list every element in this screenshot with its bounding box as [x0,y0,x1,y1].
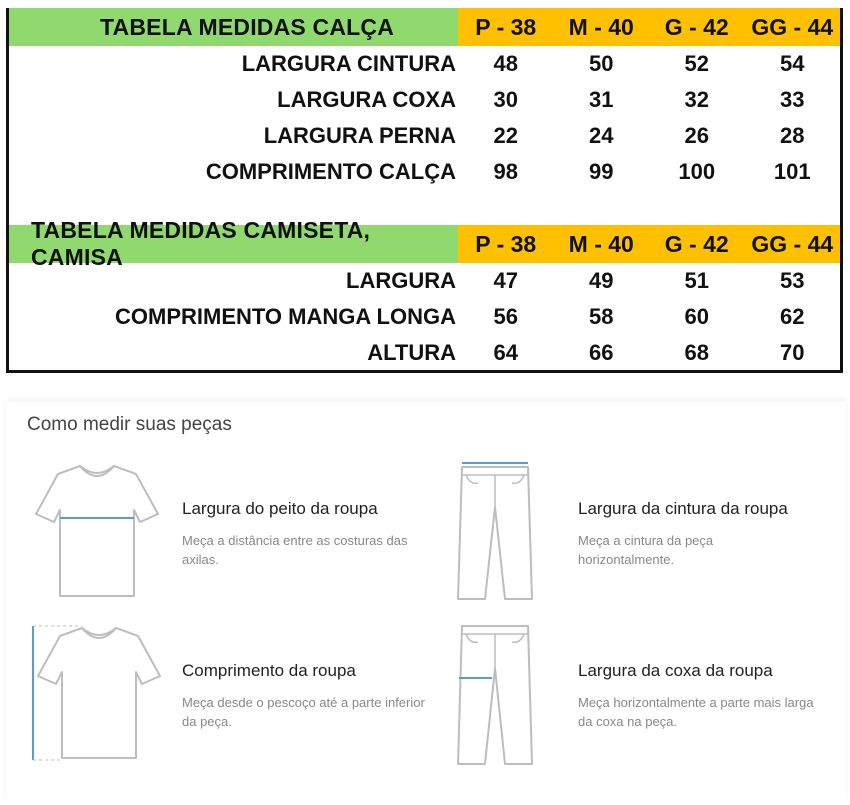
table-row [9,154,840,190]
measure-item-title: Largura da coxa da roupa [578,661,773,680]
size-table [6,8,843,373]
pants-waist-icon [450,457,540,605]
shirt-table-header [9,217,840,270]
table-row [9,335,840,371]
size-header: M - 40 [554,8,650,46]
measure-item-desc: Meça horizontalmente a parte mais larga da coxa na peça. [578,695,814,729]
size-header: GG - 44 [745,225,841,263]
cell-value: 53 [780,268,805,293]
size-header: P - 38 [458,8,554,46]
size-header: G - 42 [649,8,745,46]
measure-item-title: Largura do peito da roupa [182,499,378,518]
cell-value: 31 [589,87,614,112]
cell-value: 60 [684,304,709,329]
pants-table-header [9,8,840,46]
shirt-table-title: TABELA MEDIDAS CAMISETA, CAMISA [9,225,458,263]
measure-item-title: Largura da cintura da roupa [578,499,788,518]
row-label: LARGURA CINTURA [241,51,456,76]
table-row [9,46,840,82]
row-label: ALTURA [367,340,456,365]
cell-value: 24 [589,123,614,148]
cell-value: 22 [493,123,518,148]
cell-value: 68 [684,340,709,365]
table-row [9,118,840,154]
cell-value: 56 [493,304,518,329]
table-row [9,82,840,118]
pants-thigh-icon [450,622,540,770]
cell-value: 30 [493,87,518,112]
cell-value: 33 [780,87,805,112]
cell-value: 64 [493,340,518,365]
row-label: COMPRIMENTO MANGA LONGA [115,304,456,329]
size-header: GG - 44 [745,8,841,46]
cell-value: 51 [684,268,709,293]
pants-table-title: TABELA MEDIDAS CALÇA [9,8,458,46]
measure-item-desc: Meça a distância entre as costuras das axilas. [182,533,408,567]
cell-value: 66 [589,340,614,365]
cell-value: 101 [773,159,811,184]
cell-value: 47 [493,268,518,293]
cell-value: 26 [684,123,709,148]
cell-value: 54 [780,51,805,76]
measure-item-title: Comprimento da roupa [182,661,356,680]
cell-value: 58 [589,304,614,329]
cell-value: 32 [684,87,709,112]
measure-item-desc: Meça a cintura da peça horizontalmente. [578,533,714,567]
cell-value: 48 [493,51,518,76]
row-label: LARGURA COXA [277,87,456,112]
size-header: P - 38 [458,225,554,263]
cell-value: 98 [493,159,518,184]
tshirt-chest-icon [32,460,162,602]
cell-value: 52 [684,51,709,76]
row-label: LARGURA [346,268,456,293]
cell-value: 100 [678,159,716,184]
measure-guide-title: Como medir suas peças [27,414,232,435]
cell-value: 49 [589,268,614,293]
table-row [9,299,840,335]
cell-value: 70 [780,340,805,365]
row-label: LARGURA PERNA [263,123,456,148]
cell-value: 28 [780,123,805,148]
cell-value: 62 [780,304,805,329]
measure-guide [6,402,846,802]
tshirt-length-icon [30,622,165,764]
row-label: COMPRIMENTO CALÇA [205,159,456,184]
table-row [9,263,840,299]
cell-value: 50 [589,51,614,76]
measure-item-desc: Meça desde o pescoço até a parte inferior da peça. [182,695,425,729]
size-header: G - 42 [649,225,745,263]
size-header: M - 40 [554,225,650,263]
cell-value: 99 [589,159,614,184]
